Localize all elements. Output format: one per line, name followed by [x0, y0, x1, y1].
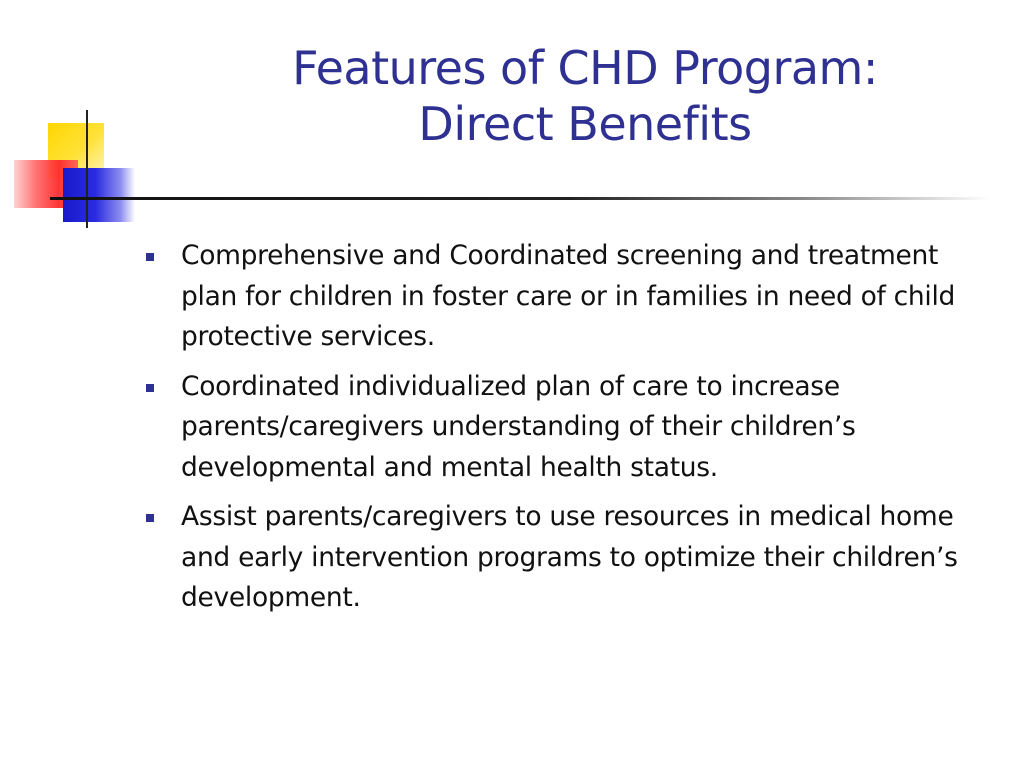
horizontal-rule [50, 197, 990, 200]
bullet-text: Assist parents/caregivers to use resources in medical home and early intervention programs to optimize their children’s development. [181, 501, 958, 613]
blue-square [63, 168, 135, 222]
decorative-blocks [0, 0, 150, 240]
square-bullet-icon [146, 514, 154, 522]
title-line-1: Features of CHD Program: [292, 41, 878, 95]
bullet-item [140, 236, 1000, 358]
bullet-list [140, 236, 1000, 628]
bullet-item [140, 497, 1000, 619]
square-bullet-icon [146, 253, 154, 261]
bullet-item [140, 367, 1000, 489]
bullet-text: Coordinated individualized plan of care to increase parents/caregivers understanding of their children’s developmental and mental health status. [181, 370, 856, 483]
square-bullet-icon [146, 384, 154, 392]
slide-title [150, 40, 1020, 152]
vertical-rule [86, 110, 88, 228]
title-line-2: Direct Benefits [418, 97, 752, 151]
bullet-text: Comprehensive and Coordinated screening and treatment plan for children in foster care or in families in need of child protective services. [181, 240, 956, 352]
